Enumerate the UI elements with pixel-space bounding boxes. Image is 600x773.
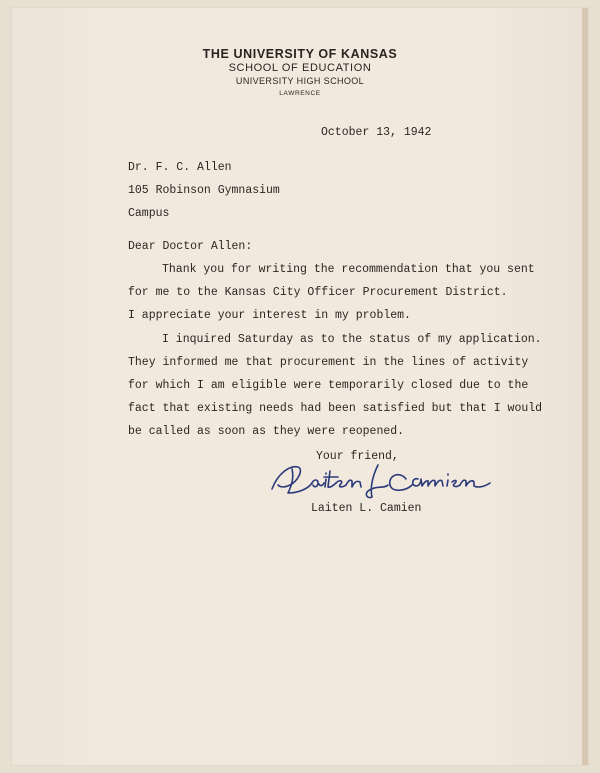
typed-signer-name: Laiten L. Camien	[311, 502, 422, 515]
letterhead-university: THE UNIVERSITY OF KANSAS	[202, 47, 398, 61]
closing: Your friend,	[316, 450, 399, 463]
body-line: fact that existing needs had been satisfied but that I would	[128, 402, 543, 415]
recipient-name: Dr. F. C. Allen	[128, 161, 232, 174]
body-line: I appreciate your interest in my problem.	[128, 309, 411, 322]
body-line: Thank you for writing the recommendation that you sent	[162, 263, 535, 276]
recipient-address-line2: Campus	[128, 207, 170, 220]
letterhead-school: SCHOOL OF EDUCATION	[228, 62, 372, 74]
body-line: for which I am eligible were temporarily closed due to the	[128, 379, 529, 392]
body-line: I inquired Saturday as to the status of my application.	[162, 333, 542, 346]
body-line: be called as soon as they were reopened.	[128, 425, 405, 438]
body-line: They informed me that procurement in the lines of activity	[128, 356, 529, 369]
letterhead-highschool: UNIVERSITY HIGH SCHOOL	[235, 76, 365, 86]
body-line: for me to the Kansas City Officer Procurement District.	[128, 286, 508, 299]
letterhead-city: LAWRENCE	[279, 90, 321, 97]
letter-date: October 13, 1942	[321, 126, 432, 139]
handwritten-signature	[268, 455, 518, 505]
salutation: Dear Doctor Allen:	[128, 240, 253, 253]
recipient-address-line1: 105 Robinson Gymnasium	[128, 184, 280, 197]
paper-edge	[582, 8, 588, 765]
